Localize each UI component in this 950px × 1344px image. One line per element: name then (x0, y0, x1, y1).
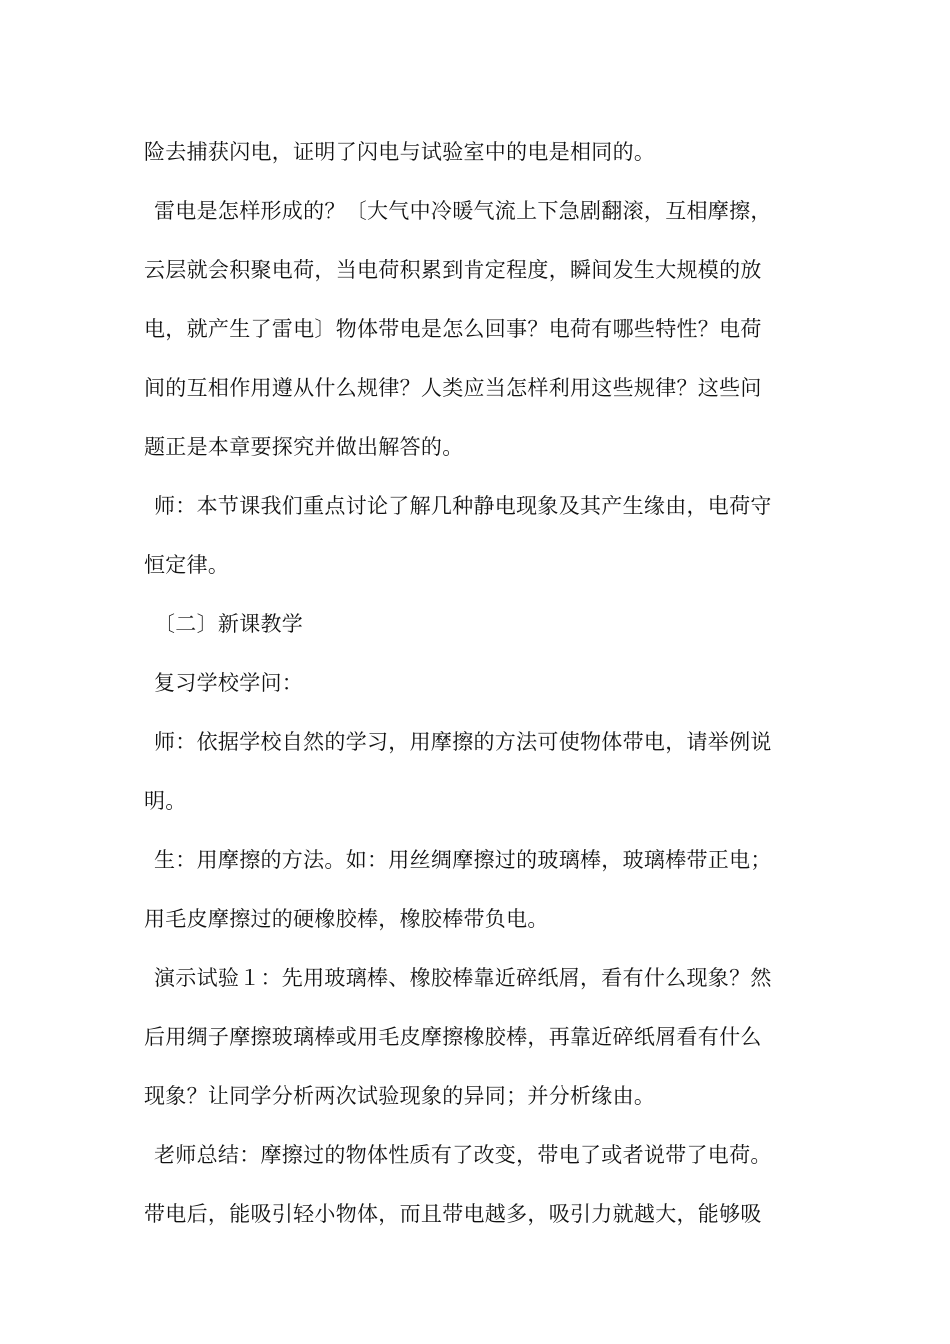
text-line-8: 恒定律。 (144, 553, 230, 577)
text-line-10: 复习学校学问： (154, 671, 304, 695)
text-line-7: 师：本节课我们重点讨论了解几种静电现象及其产生缘由，电荷守 (154, 494, 772, 518)
text-line-13: 生：用摩擦的方法。如：用丝绸摩擦过的玻璃棒，玻璃棒带正电； (154, 848, 772, 872)
text-line-3: 云层就会积聚电荷，当电荷积累到肯定程度，瞬间发生大规模的放 (144, 258, 762, 282)
text-line-4: 电，就产生了雷电〕物体带电是怎么回事？电荷有哪些特性？电荷 (144, 317, 762, 341)
text-line-6: 题正是本章要探究并做出解答的。 (144, 435, 464, 459)
document-body (144, 130, 808, 1251)
text-line-14: 用毛皮摩擦过的硬橡胶棒，橡胶棒带负电。 (144, 907, 549, 931)
text-line-11: 师：依据学校自然的学习，用摩擦的方法可使物体带电，请举例说 (154, 730, 772, 754)
text-line-16: 后用绸子摩擦玻璃棒或用毛皮摩擦橡胶棒，再靠近碎纸屑看有什么 (144, 1025, 762, 1049)
text-line-15: 演示试验１：先用玻璃棒、橡胶棒靠近碎纸屑，看有什么现象？然 (154, 966, 772, 990)
text-line-19: 带电后，能吸引轻小物体，而且带电越多，吸引力就越大，能够吸 (144, 1202, 762, 1226)
text-line-2: 雷电是怎样形成的？〔大气中冷暖气流上下急剧翻滚，互相摩擦， (154, 199, 772, 223)
text-line-18: 老师总结：摩擦过的物体性质有了改变，带电了或者说带了电荷。 (154, 1143, 772, 1167)
text-line-12: 明。 (144, 789, 187, 813)
text-line-1: 险去捕获闪电，证明了闪电与试验室中的电是相同的。 (144, 140, 656, 164)
text-line-5: 间的互相作用遵从什么规律？人类应当怎样利用这些规律？这些问 (144, 376, 762, 400)
section-heading: 〔二〕新课教学 (154, 612, 304, 636)
text-line-17: 现象？让同学分析两次试验现象的异同；并分析缘由。 (144, 1084, 656, 1108)
